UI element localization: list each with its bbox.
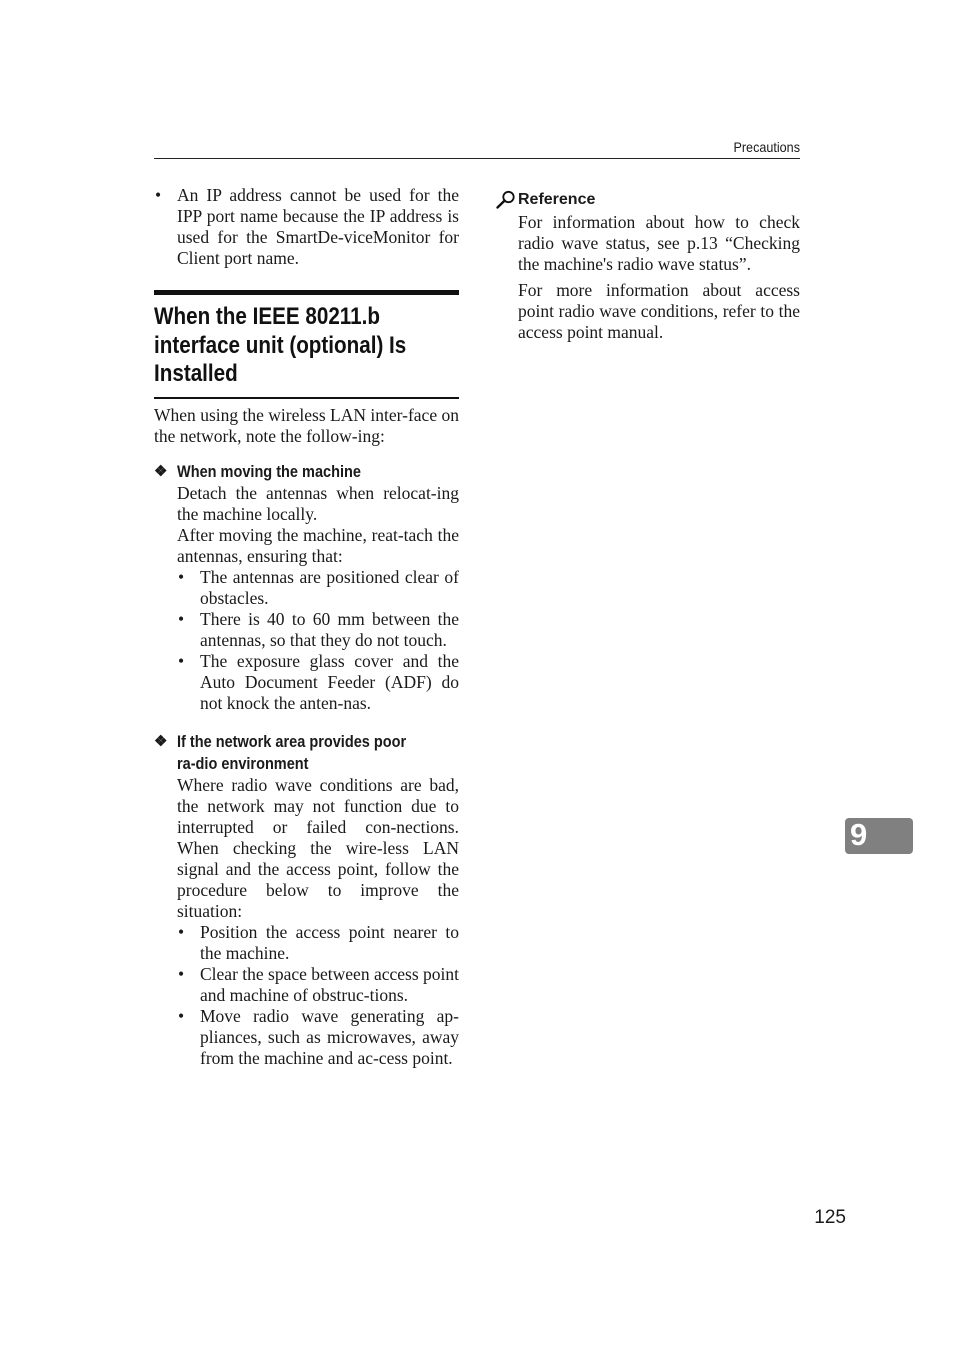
list-item bbox=[177, 609, 459, 651]
list-item bbox=[177, 1006, 459, 1069]
header-rule bbox=[154, 158, 800, 159]
paragraph: For more information about access point radio wave conditions, refer to the access point manual. bbox=[518, 280, 800, 342]
subsection-title: If the network area provides poor ra-dio environment bbox=[177, 732, 407, 773]
paragraph: Detach the antennas when relocat-ing the machine locally. bbox=[177, 482, 459, 524]
list-item bbox=[177, 651, 459, 714]
left-column bbox=[154, 185, 459, 1069]
radio-bullet-list bbox=[177, 922, 459, 1069]
paragraph: Where radio wave conditions are bad, the network may not function due to interrupted or failed con-nections. When checking the wire-less LAN signal and the access point, follow the procedure below to improve the situation: bbox=[177, 774, 459, 921]
chapter-tab bbox=[845, 818, 913, 854]
reference-label: Reference bbox=[518, 191, 596, 208]
list-item-text: Position the access point nearer to the machine. bbox=[200, 921, 459, 963]
list-item-text: Move radio wave generating ap-pliances, such as microwaves, away from the machine and ac-cess point. bbox=[200, 1005, 459, 1068]
section-heading: When the IEEE 80211.b interface unit (optional) Is Installed bbox=[154, 303, 407, 387]
diamond-icon: ❖ bbox=[154, 462, 168, 480]
paragraph: After moving the machine, reat-tach the antennas, ensuring that: bbox=[177, 524, 459, 566]
page-number: 125 bbox=[814, 1207, 846, 1228]
list-item-text: The exposure glass cover and the Auto Document Feeder (ADF) do not knock the anten-nas. bbox=[200, 650, 459, 713]
subsection-title: When moving the machine bbox=[177, 462, 361, 481]
moving-bullet-list bbox=[177, 567, 459, 714]
list-item bbox=[177, 964, 459, 1006]
bullet-glyph: • bbox=[155, 185, 162, 205]
subsection-heading bbox=[154, 731, 459, 775]
bullet-glyph: • bbox=[178, 608, 185, 629]
bullet-glyph: • bbox=[178, 566, 185, 587]
list-item bbox=[177, 567, 459, 609]
list-item-text: The antennas are positioned clear of obstacles. bbox=[200, 566, 459, 608]
chapter-number: 9 bbox=[850, 817, 868, 852]
section-intro: When using the wireless LAN inter-face on the network, note the follow-ing: bbox=[154, 404, 459, 446]
section-heading-block bbox=[154, 290, 459, 399]
intro-bullet-list bbox=[154, 185, 459, 269]
list-item-text: An IP address cannot be used for the IPP port name because the IP address is used for the SmartDe-viceMonitor for Client port name. bbox=[177, 185, 459, 268]
running-head: Precautions bbox=[733, 139, 800, 155]
paragraph: For information about how to check radio wave status, see p.13 “Checking the machine's radio wave status”. bbox=[518, 212, 800, 274]
list-item-text: Clear the space between access point and machine of obstruc-tions. bbox=[200, 963, 459, 1005]
right-column bbox=[495, 190, 800, 343]
list-item bbox=[154, 185, 459, 269]
list-item bbox=[177, 922, 459, 964]
radio-subsection bbox=[154, 731, 459, 1069]
bullet-glyph: • bbox=[178, 963, 185, 984]
subsection-heading bbox=[154, 461, 459, 483]
reference-heading bbox=[495, 190, 800, 210]
bullet-glyph: • bbox=[178, 921, 185, 942]
reference-body bbox=[495, 212, 800, 343]
bullet-glyph: • bbox=[178, 1005, 185, 1026]
magnifier-icon bbox=[495, 190, 517, 210]
bullet-glyph: • bbox=[178, 650, 185, 671]
moving-subsection bbox=[154, 461, 459, 714]
diamond-icon: ❖ bbox=[154, 732, 168, 750]
list-item-text: There is 40 to 60 mm between the antennas, so that they do not touch. bbox=[200, 608, 459, 650]
